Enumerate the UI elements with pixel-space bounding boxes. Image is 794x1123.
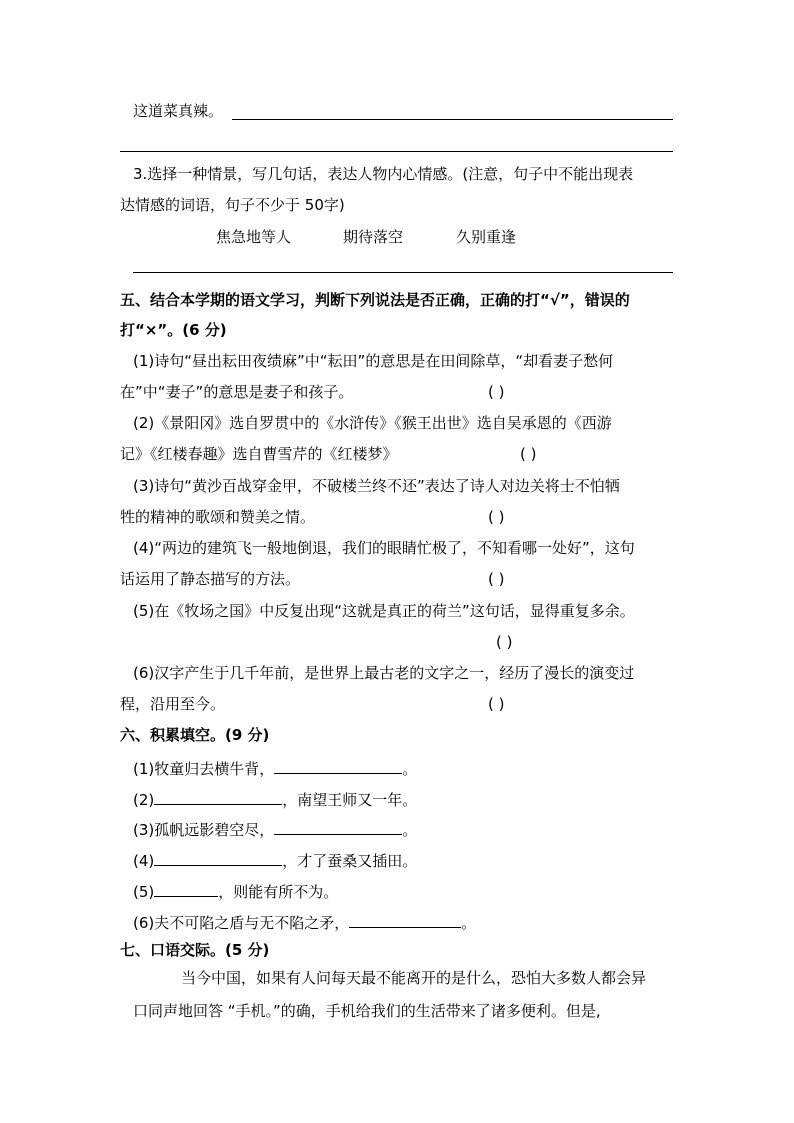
answer-parentheses[interactable]: ( ) (520, 445, 537, 463)
s5-item4-line2: 话运用了静态描写的方法。 (120, 570, 301, 588)
s6-item1 (133, 757, 417, 780)
s6-item2 (133, 788, 417, 811)
section5-title-line1: 五、结合本学期的语文学习，判断下列说法是否正确，正确的打“√”，错误的 (120, 291, 630, 309)
s6-item2-pre: (2) (133, 791, 155, 809)
section7-para-line1: 当今中国，如果有人问每天最不能离开的是什么，恐怕大多数人都会异 (181, 969, 647, 987)
s6-item3-post: 。 (402, 821, 418, 839)
q3-option-1: 焦急地等人 (216, 228, 292, 246)
fill-blank[interactable] (274, 757, 402, 774)
answer-parentheses[interactable]: ( ) (488, 570, 505, 588)
answer-parentheses[interactable]: ( ) (496, 633, 513, 651)
s5-item6-line2: 程，沿用至今。 (120, 695, 226, 713)
s6-item5 (133, 880, 338, 903)
answer-parentheses[interactable]: ( ) (488, 508, 505, 526)
s6-item5-post: ，则能有所不为。 (218, 883, 339, 901)
s6-item3 (133, 818, 417, 841)
s5-item2-line1: (2)《景阳冈》选自罗贯中的《水浒传》《猴王出世》选自吴承恩的《西游 (133, 414, 612, 432)
s5-item4-line1: (4)“两边的建筑飞一般地倒退，我们的眼睛忙极了，不知看哪一处好”，这句 (133, 539, 635, 557)
s5-item3-line2: 牲的精神的歌颂和赞美之情。 (120, 508, 316, 526)
s5-item1-line2: 在”中“妻子”的意思是妻子和孩子。 (120, 383, 354, 401)
fill-blank[interactable] (274, 818, 402, 835)
s5-item6-line1: (6)汉字产生于几千年前，是世界上最古老的文字之一，经历了漫长的演变过 (133, 664, 635, 682)
answer-parentheses[interactable]: ( ) (488, 383, 505, 401)
answer-line[interactable] (120, 151, 673, 152)
s6-item5-pre: (5) (133, 883, 155, 901)
fill-blank[interactable] (154, 849, 282, 866)
q3-line1: 3.选择一种情景，写几句话，表达人物内心情感。(注意，句子中不能出现表 (133, 165, 634, 183)
fill-blank[interactable] (154, 880, 218, 897)
s5-item5-line1: (5)在《牧场之国》中反复出现“这就是真正的荷兰”这句话，显得重复多余。 (133, 602, 635, 620)
s6-item6-pre: (6)夫不可陷之盾与无不陷之矛， (133, 914, 350, 932)
s6-item2-post: ，南望王师又一年。 (282, 791, 418, 809)
s6-item4-pre: (4) (133, 852, 155, 870)
s6-item4-post: ，才了蚕桑又插田。 (282, 852, 418, 870)
section5-title-line2: 打“×”。(6 分) (120, 321, 227, 339)
fill-blank[interactable] (154, 788, 282, 805)
s6-item4 (133, 849, 417, 872)
answer-parentheses[interactable]: ( ) (488, 695, 505, 713)
s6-item1-post: 。 (402, 760, 418, 778)
section6-title: 六、积累填空。(9 分) (120, 726, 270, 744)
q3-option-2: 期待落空 (343, 228, 404, 246)
q3-option-3: 久别重逢 (456, 228, 517, 246)
top-sentence: 这道菜真辣。 (133, 102, 224, 120)
s6-item6-post: 。 (461, 914, 477, 932)
answer-line[interactable] (133, 272, 673, 273)
s6-item3-pre: (3)孤帆远影碧空尽， (133, 821, 275, 839)
fill-blank[interactable] (349, 911, 461, 928)
s5-item3-line1: (3)诗句“黄沙百战穿金甲，不破楼兰终不还”表达了诗人对边关将士不怕牺 (133, 477, 620, 495)
s6-item6 (133, 911, 476, 934)
s6-item1-pre: (1)牧童归去横牛背， (133, 760, 275, 778)
section7-para-line2: 口同声地回答 “手机。”的确，手机给我们的生活带来了诸多便利。但是, (133, 1002, 601, 1020)
q3-line2: 达情感的词语，句子不少于 50字) (120, 196, 345, 214)
s5-item1-line1: (1)诗句“昼出耘田夜绩麻”中“耘田”的意思是在田间除草，“却看妻子愁何 (133, 352, 614, 370)
answer-line[interactable] (232, 119, 673, 120)
s5-item2-line2: 记》《红楼春趣》选自曹雪芹的《红楼梦》 (120, 445, 398, 463)
section7-title: 七、口语交际。(5 分) (120, 941, 270, 959)
